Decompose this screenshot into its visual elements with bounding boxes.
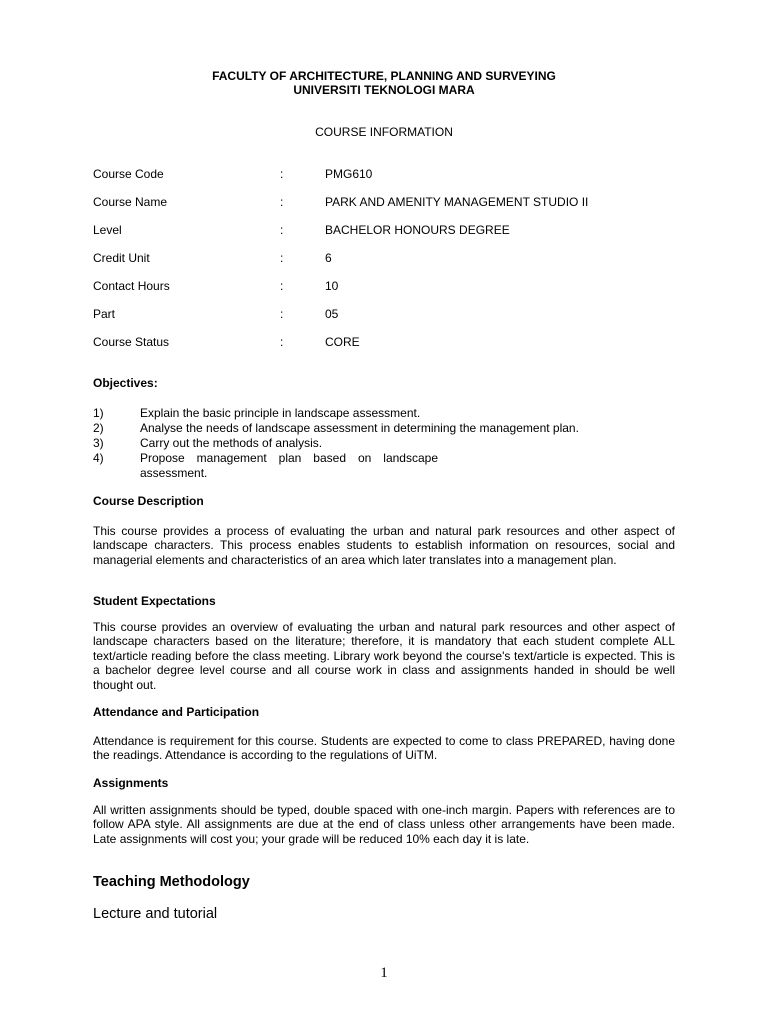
faculty-title: FACULTY OF ARCHITECTURE, PLANNING AND SURVEYING [212, 69, 556, 83]
info-colon: : [280, 223, 284, 237]
assignments-heading: Assignments [93, 776, 169, 790]
info-label: Level [93, 223, 122, 237]
info-colon: : [280, 335, 284, 349]
objectives-list [93, 406, 683, 481]
objective-text: Propose management plan based on landscape assessment. [140, 451, 438, 480]
objective-text: Carry out the methods of analysis. [140, 436, 323, 450]
info-colon: : [280, 279, 284, 293]
objective-number: 1) [93, 406, 104, 420]
info-value: 6 [325, 251, 332, 265]
student-expectations-text: This course provides an overview of evaluating the urban and natural park resources and other aspect of landscape characters based on the literature; therefore, it is mandatory that each student complete ALL text/article reading before the class meeting. Library work beyond the course's text/article is expected. This is a bachelor degree level course and all course work in class and assignments handed in should be well thought out. [93, 620, 675, 692]
info-colon: : [280, 195, 284, 209]
objective-text: Analyse the needs of landscape assessment in determining the management plan. [140, 421, 579, 435]
student-expectations-heading: Student Expectations [93, 594, 216, 608]
info-colon: : [280, 167, 284, 181]
info-row-part [93, 306, 693, 322]
objective-number: 2) [93, 421, 104, 435]
info-label: Course Code [93, 167, 164, 181]
objective-item [93, 406, 683, 421]
attendance-text: Attendance is requirement for this course. Students are expected to come to class PREPARED, having done the readings. Attendance is according to the regulations of UiTM. [93, 734, 675, 763]
info-value: 05 [325, 307, 339, 321]
info-value: BACHELOR HONOURS DEGREE [325, 223, 510, 237]
info-row-course-status [93, 334, 693, 350]
info-value: PMG610 [325, 167, 373, 181]
info-row-course-code [93, 166, 693, 182]
page-number: 1 [380, 965, 388, 981]
info-value: 10 [325, 279, 339, 293]
objective-item [93, 421, 683, 436]
objective-item [93, 436, 683, 451]
university-title: UNIVERSITI TEKNOLOGI MARA [293, 83, 475, 97]
info-row-level [93, 222, 693, 238]
info-value: PARK AND AMENITY MANAGEMENT STUDIO II [325, 195, 589, 209]
objective-text: Explain the basic principle in landscape assessment. [140, 406, 421, 420]
objective-number: 3) [93, 436, 104, 450]
course-description-text: This course provides a process of evaluating the urban and natural park resources and other aspect of landscape characters. This process enables students to establish information on resources, social and managerial elements and characteristics of an area which later translates into a management plan. [93, 524, 675, 567]
info-row-course-name [93, 194, 693, 210]
info-label: Credit Unit [93, 251, 150, 265]
info-label: Course Name [93, 195, 168, 209]
assignments-text: All written assignments should be typed, double spaced with one-inch margin. Papers with references are to follow APA style. All assignments are due at the end of class unless other arrangements have been made. Late assignments will cost you; your grade will be reduced 10% each day it is late. [93, 803, 675, 846]
info-label: Part [93, 307, 116, 321]
info-row-credit-unit [93, 250, 693, 266]
attendance-heading: Attendance and Participation [93, 705, 260, 719]
info-colon: : [280, 307, 284, 321]
objective-number: 4) [93, 451, 104, 465]
info-label: Course Status [93, 335, 170, 349]
objectives-heading: Objectives: [93, 376, 158, 390]
info-label: Contact Hours [93, 279, 170, 293]
objective-item [93, 451, 683, 481]
info-value: CORE [325, 335, 360, 349]
info-colon: : [280, 251, 284, 265]
teaching-methodology-text: Lecture and tutorial [93, 906, 218, 922]
info-row-contact-hours [93, 278, 693, 294]
section-title: COURSE INFORMATION [315, 125, 453, 139]
teaching-methodology-heading: Teaching Methodology [93, 874, 250, 890]
course-description-heading: Course Description [93, 494, 204, 508]
